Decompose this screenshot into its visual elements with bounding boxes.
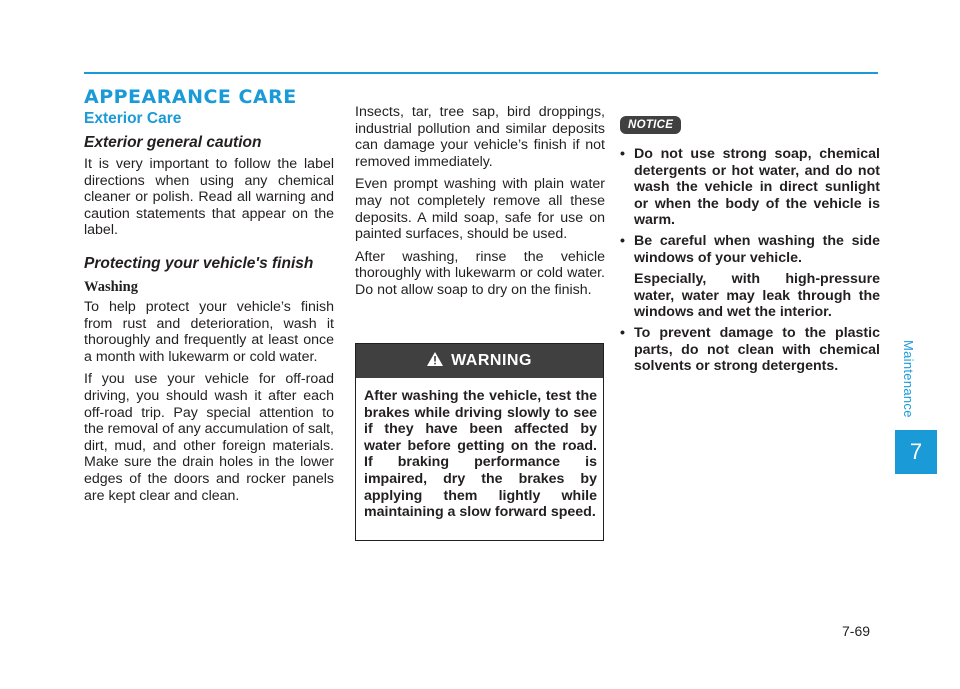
notice-item: • To prevent damage to the plastic parts, do not clean with chemical solvents or strong detergents.	[620, 325, 880, 375]
warning-header	[356, 344, 603, 378]
washing-paragraph-1: To help protect your vehicle’s finish from rust and deterioration, wash it thoroughly and frequently at least once a month with lukewarm or cold water.	[84, 298, 334, 365]
chapter-tab: 7	[895, 430, 937, 474]
washing-paragraph-2: If you use your vehicle for off-road driving, you should wash it after each off-road trip. Pay special attention to the removal of any accumulation of salt, dirt, mud, and other foreign materials. Make sure the drain holes in the lower edges of the doors and rocker panels are kept clear and clean.	[84, 371, 334, 504]
deposits-paragraph: Insects, tar, tree sap, bird droppings, industrial pollution and similar deposits can damage your vehicle’s finish if not removed immediately.	[355, 104, 605, 170]
rinse-paragraph: After washing, rinse the vehicle thoroughly with lukewarm or cold water. Do not allow soap to dry on the finish.	[355, 248, 605, 298]
notice-item: • Do not use strong soap, chemical detergents or hot water, and do not wash the vehicle in direct sunlight or when the body of the vehicle is warm.	[620, 146, 880, 229]
column-middle	[355, 104, 605, 305]
chapter-side-label: Maintenance	[901, 340, 916, 418]
section-title: APPEARANCE CARE	[84, 86, 297, 108]
notice-badge: NOTICE	[620, 116, 681, 134]
notice-subparagraph: Especially, with high-pressure water, water may leak through the windows and wet the interior.	[634, 271, 880, 321]
prompt-washing-paragraph: Even prompt washing with plain water may not completely remove all these deposits. A mild soap, safe for use on painted surfaces, should be used.	[355, 176, 605, 243]
notice-item: • Be careful when washing the side windows of your vehicle. Especially, with high-pressure water, water may leak through the windows and wet the interior.	[620, 233, 880, 321]
exterior-care-heading: Exterior Care	[84, 110, 182, 127]
warning-label: WARNING	[451, 352, 532, 369]
column-right	[620, 115, 880, 379]
column-left	[84, 110, 334, 510]
page-number: 7-69	[842, 623, 871, 639]
warning-text: After washing the vehicle, test the brakes while driving slowly to see if they have been affected by water before getting on the road. If braking performance is impaired, dry the brakes by applying them lightly while maintaining a slow forward speed.	[364, 388, 597, 521]
warning-box	[355, 343, 604, 541]
exterior-general-caution-heading: Exterior general caution	[84, 134, 262, 151]
protecting-finish-heading: Protecting your vehicle's finish	[84, 254, 314, 272]
washing-heading: Washing	[84, 278, 138, 295]
warning-triangle-icon	[427, 352, 443, 371]
caution-paragraph: It is very important to follow the label directions when using any chemical cleaner or polish. Read all warning and caution statements that appear on the label.	[84, 156, 334, 239]
notice-list	[620, 146, 880, 375]
top-rule	[84, 72, 878, 74]
